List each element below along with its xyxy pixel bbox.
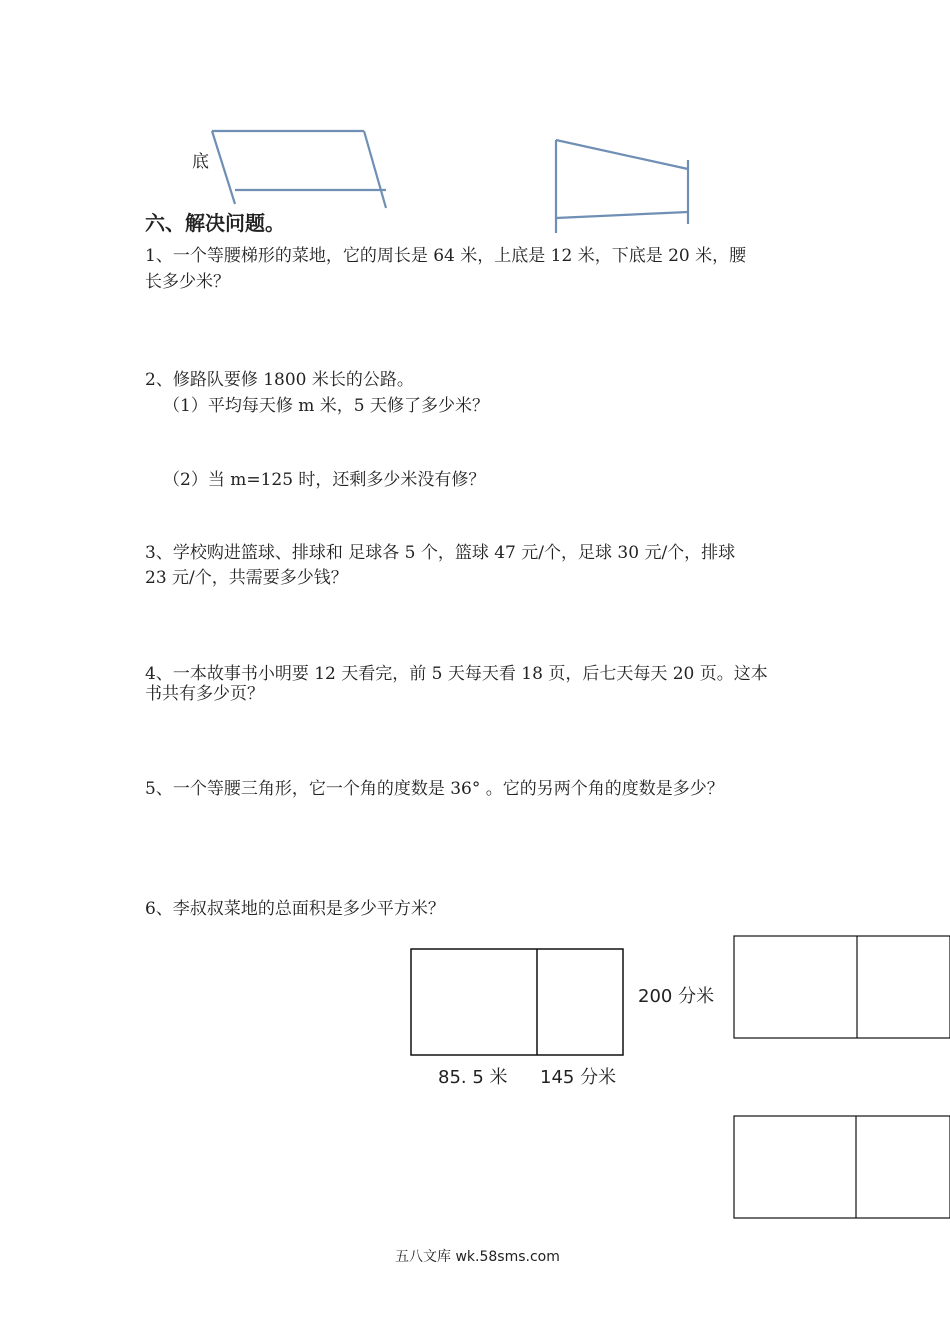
field-figure-right-top (734, 936, 950, 1038)
problem-6-line-1: 6、李叔叔菜地的总面积是多少平方米？ (145, 899, 445, 919)
trapezoid-bottom-edge (556, 212, 688, 218)
field-width-1-label: 85. 5 米 (438, 1067, 508, 1088)
problem-4-line-1: 4、一本故事书小明要 12 天看完，前 5 天每天看 18 页，后七天每天 20 页。这本 (145, 664, 768, 684)
footer-watermark: 五八文库 wk.58sms.com (395, 1249, 560, 1265)
field-width-2-label: 145 分米 (540, 1067, 617, 1088)
trapezoid-top-edge (556, 140, 688, 169)
trapezoid-figure (556, 140, 688, 233)
problem-4-line-2: 书共有多少页？ (145, 684, 264, 704)
field-figure-right-bottom (734, 1116, 950, 1218)
problem-1-line-2: 长多少米？ (145, 272, 230, 292)
problem-2-sub-1: （1）平均每天修 m 米，5 天修了多少米？ (163, 396, 489, 416)
field-figure-main (411, 949, 623, 1055)
parallelogram-right-edge (364, 131, 386, 208)
problem-1-line-1: 1、一个等腰梯形的菜地，它的周长是 64 米，上底是 12 米，下底是 20 米，腰 (145, 246, 747, 266)
problem-3-line-1: 3、学校购进篮球、排球和 足球各 5 个，篮球 47 元/个，足球 30 元/个，排球 (145, 543, 736, 563)
problem-2-sub-2: （2）当 m=125 时，还剩多少米没有修？ (163, 470, 486, 490)
section-title: 六、解决问题。 (145, 211, 285, 235)
field-right-top-rect (734, 936, 950, 1038)
problem-2-stem: 2、修路队要修 1800 米长的公路。 (145, 370, 414, 390)
problem-5-line-1: 5、一个等腰三角形，它一个角的度数是 36° 。它的另两个角的度数是多少？ (145, 779, 724, 799)
parallelogram-base-label: 底 (192, 152, 209, 172)
field-height-label: 200 分米 (638, 986, 715, 1007)
field-rect-outer (411, 949, 623, 1055)
parallelogram-figure (212, 131, 386, 208)
problem-3-line-2: 23 元/个，共需要多少钱？ (145, 568, 348, 588)
field-right-bottom-rect (734, 1116, 950, 1218)
parallelogram-left-edge (212, 131, 235, 204)
